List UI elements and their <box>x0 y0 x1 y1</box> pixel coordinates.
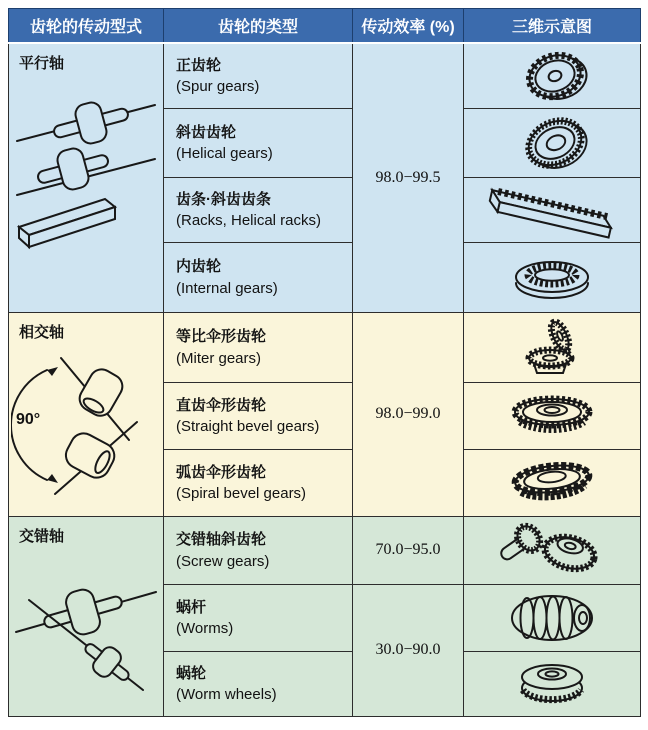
type-cell-straight-bevel <box>164 382 353 449</box>
header-3d-view: 三维示意图 <box>464 9 641 44</box>
screw-gears-3d-icon <box>477 518 627 582</box>
internal-gear-3d-icon <box>477 246 627 308</box>
icon-cell-straight-bevel <box>464 382 641 449</box>
gear-name-zh: 交错轴斜齿轮 <box>176 531 267 548</box>
icon-cell-spiral-bevel <box>464 449 641 516</box>
axis-cell-crossed <box>9 516 164 716</box>
spur-gear-3d-icon <box>477 46 627 106</box>
spiral-bevel-gear-3d-icon <box>477 452 627 514</box>
table-row <box>9 312 641 382</box>
gear-name-zh: 等比伞形齿轮 <box>176 328 267 345</box>
type-cell-screw <box>164 516 353 584</box>
type-cell-helical <box>164 108 353 177</box>
icon-cell-spur <box>464 43 641 108</box>
worm-3d-icon <box>477 587 627 649</box>
gear-name-en: (Straight bevel gears) <box>176 418 320 435</box>
table-row <box>9 43 641 108</box>
header-efficiency: 传动效率 (%) <box>353 9 464 44</box>
header-gear-type: 齿轮的类型 <box>164 9 353 44</box>
angle-label: 90° <box>16 410 41 428</box>
gear-name-en: (Racks, Helical racks) <box>176 212 322 229</box>
efficiency-intersecting: 98.0−99.0 <box>353 312 464 516</box>
parallel-shafts-illustration-icon <box>11 75 161 300</box>
gear-name-en: (Internal gears) <box>176 279 278 297</box>
type-cell-rack <box>164 177 353 242</box>
axis-label-crossed: 交错轴 <box>19 527 65 545</box>
axis-cell-parallel <box>9 43 164 312</box>
gear-name-en: (Worm wheels) <box>176 686 277 703</box>
gear-name-zh: 蜗轮 <box>176 664 207 682</box>
efficiency-screw-gears: 70.0−95.0 <box>353 516 464 584</box>
gear-efficiency-table <box>8 8 640 717</box>
type-cell-miter <box>164 312 353 382</box>
icon-cell-screw <box>464 516 641 584</box>
crossed-shafts-illustration-icon <box>11 548 161 716</box>
type-cell-internal <box>164 242 353 312</box>
straight-bevel-gear-3d-icon <box>477 385 627 447</box>
gear-rack-3d-icon <box>472 180 632 240</box>
gear-name-zh: 齿条·斜齿齿条 <box>176 190 271 208</box>
icon-cell-worm-wheel <box>464 651 641 716</box>
type-cell-worm <box>164 584 353 651</box>
header-row <box>9 9 641 44</box>
axis-label-intersecting: 相交轴 <box>19 323 65 341</box>
table-row <box>9 516 641 584</box>
worm-wheel-3d-icon <box>477 653 627 715</box>
axis-cell-intersecting <box>9 312 164 516</box>
helical-gear-3d-icon <box>477 112 627 174</box>
table <box>8 8 641 717</box>
gear-name-en: (Miter gears) <box>176 349 262 367</box>
gear-name-en: (Worms) <box>176 620 234 637</box>
intersecting-shafts-illustration-icon <box>11 344 161 514</box>
icon-cell-miter <box>464 312 641 382</box>
gear-name-en: (Spur gears) <box>176 78 260 96</box>
icon-cell-internal <box>464 242 641 312</box>
gear-name-zh: 弧齿伞形齿轮 <box>176 463 267 481</box>
gear-name-en: (Screw gears) <box>176 552 270 570</box>
gear-name-en: (Spiral bevel gears) <box>176 485 307 502</box>
gear-name-zh: 直齿伞形齿轮 <box>176 396 267 414</box>
icon-cell-worm <box>464 584 641 651</box>
gear-name-zh: 斜齿齿轮 <box>176 123 237 141</box>
gear-name-en: (Helical gears) <box>176 145 273 162</box>
efficiency-parallel: 98.0−99.5 <box>353 43 464 312</box>
miter-gears-3d-icon <box>477 314 627 380</box>
efficiency-worms: 30.0−90.0 <box>353 584 464 716</box>
type-cell-spiral-bevel <box>164 449 353 516</box>
header-transmission-type: 齿轮的传动型式 <box>9 9 164 44</box>
gear-name-zh: 内齿轮 <box>176 258 222 275</box>
gear-name-zh: 正齿轮 <box>176 56 222 74</box>
type-cell-spur <box>164 43 353 108</box>
gear-name-zh: 蜗杆 <box>176 598 207 616</box>
axis-label-parallel: 平行轴 <box>19 55 65 72</box>
type-cell-worm-wheel <box>164 651 353 716</box>
icon-cell-helical <box>464 108 641 177</box>
icon-cell-rack <box>464 177 641 242</box>
